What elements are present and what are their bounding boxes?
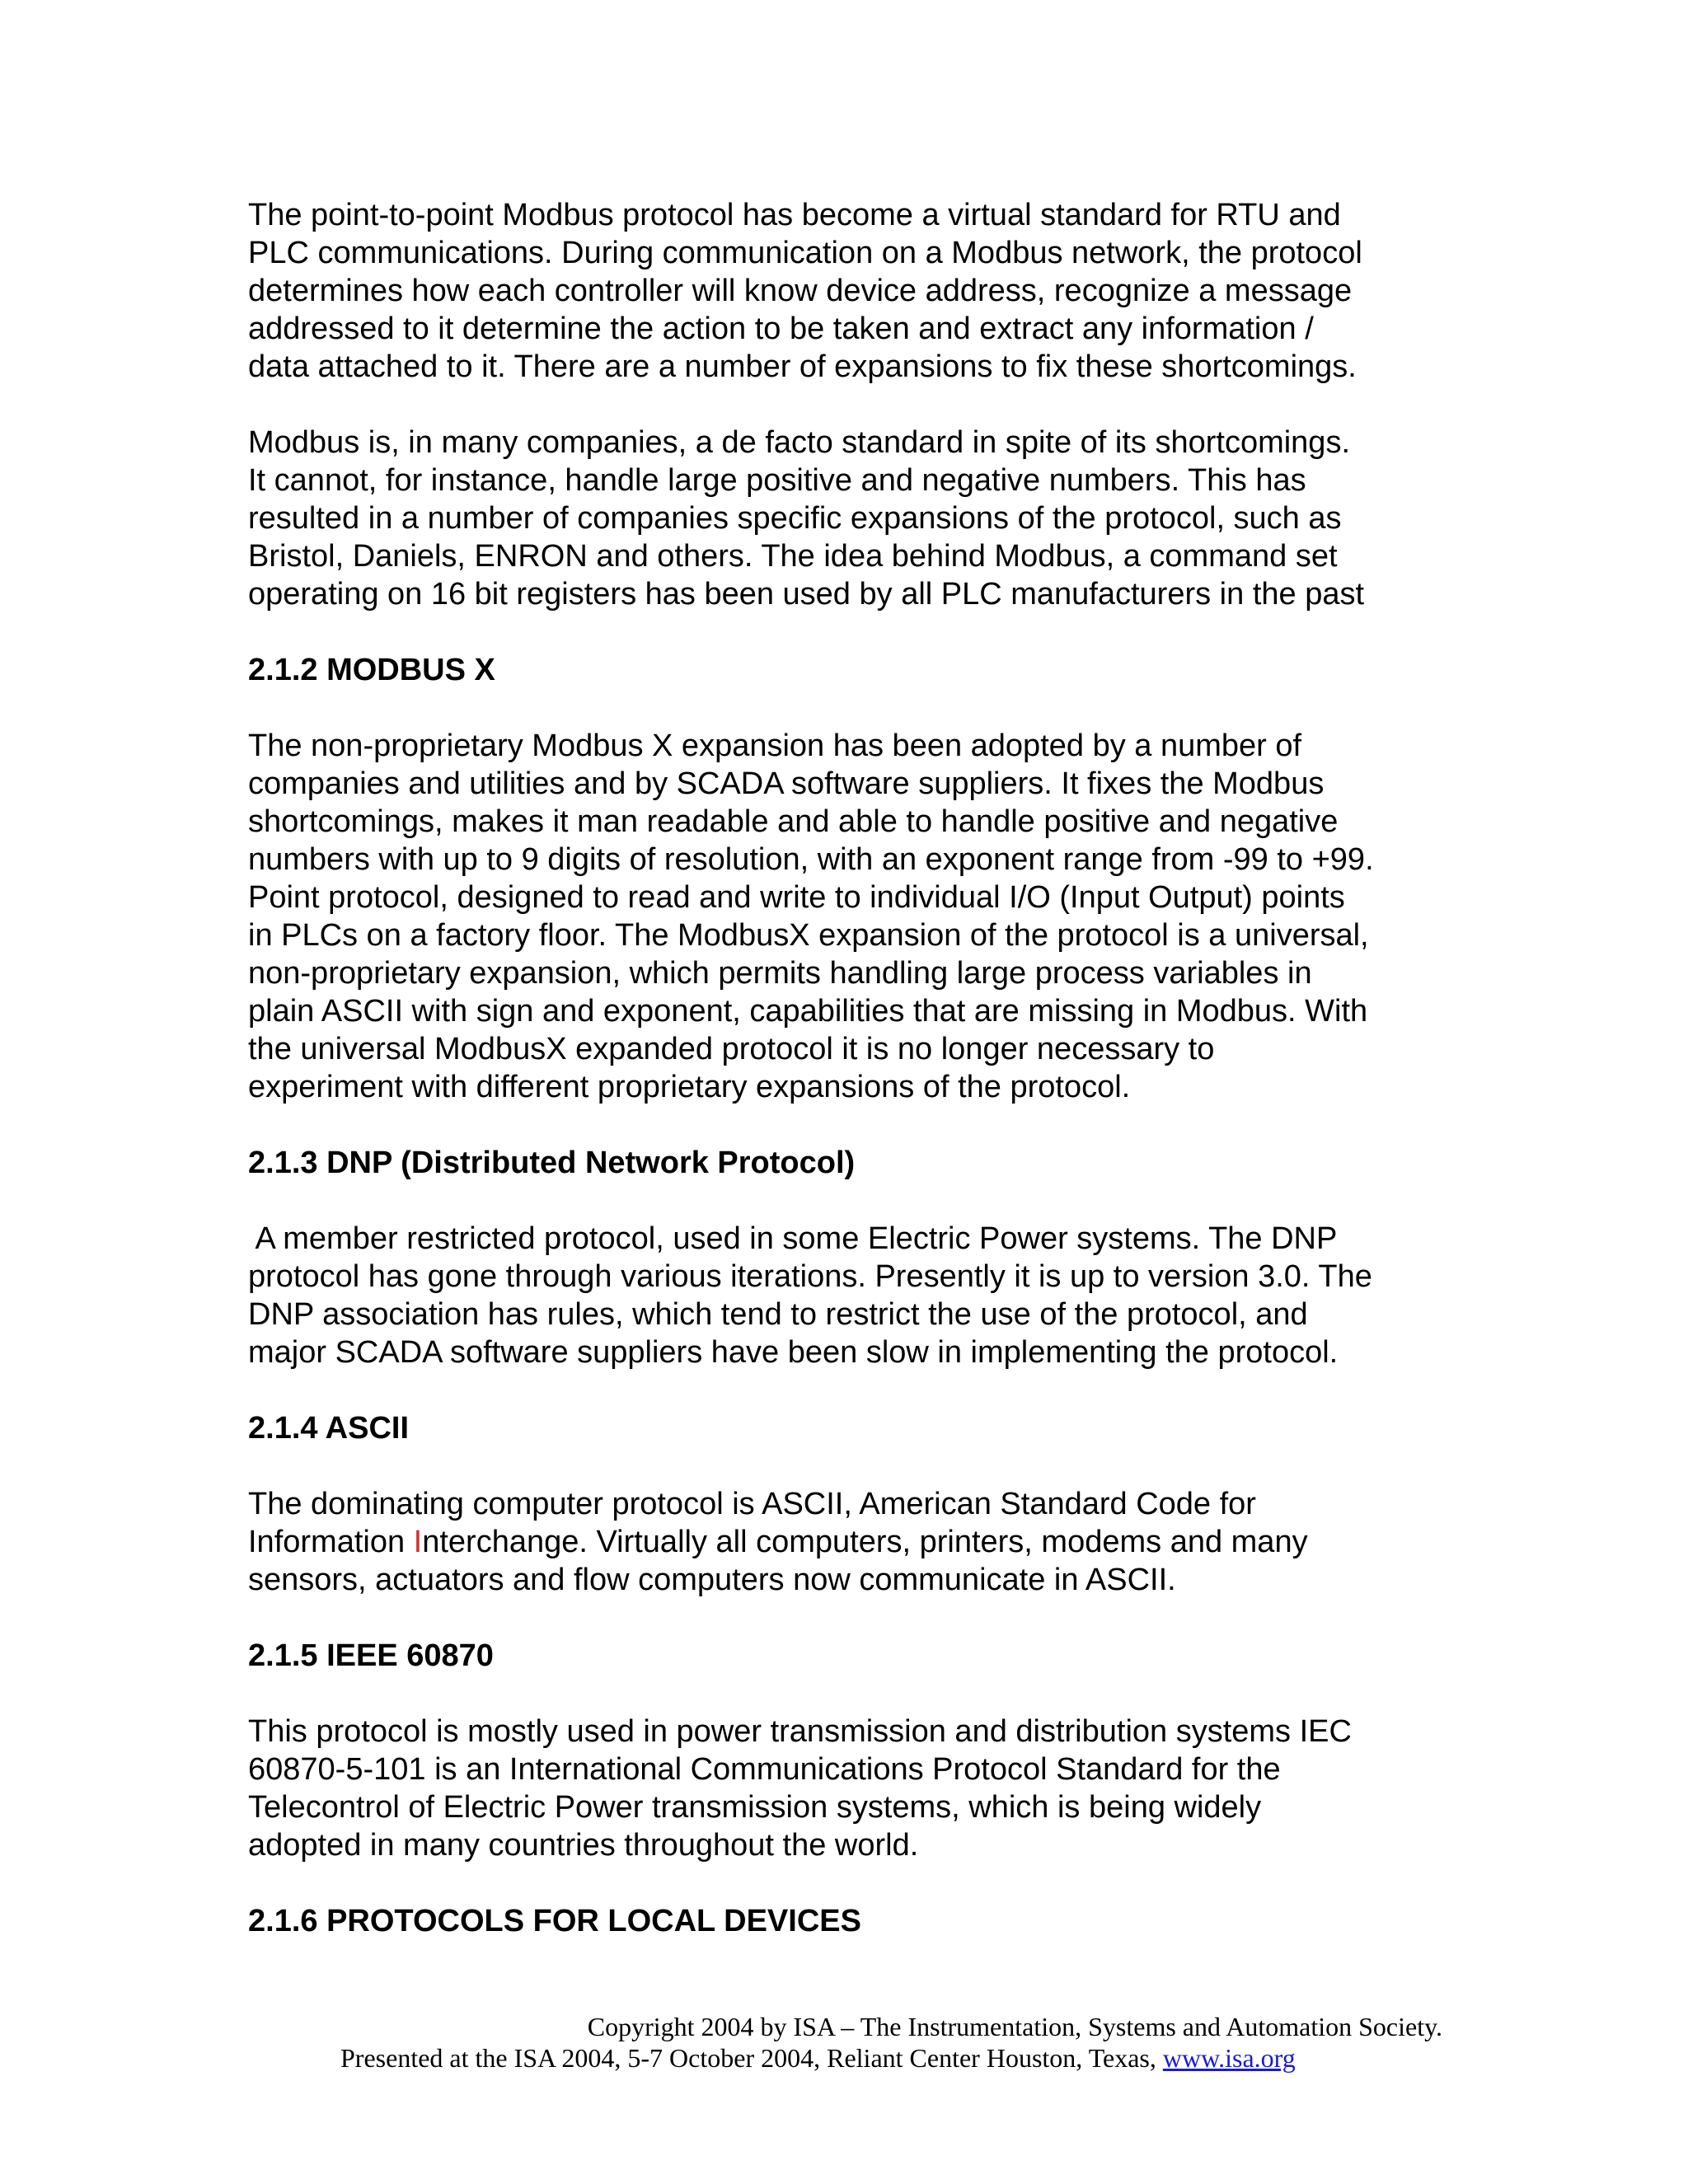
isa-website-link[interactable]: www.isa.org xyxy=(1162,2043,1296,2073)
text-line: resulted in a number of companies specific expansions of the protocol, such as xyxy=(248,501,1342,536)
text-line: data attached to it. There are a number of expansions to fix these shortcomings. xyxy=(248,349,1357,384)
text-line: in PLCs on a factory floor. The ModbusX expansion of the protocol is a universal, xyxy=(248,918,1369,953)
text-line: companies and utilities and by SCADA software suppliers. It fixes the Modbus xyxy=(248,766,1325,801)
text-line: Modbus is, in many companies, a de facto standard in spite of its shortcomings. xyxy=(248,425,1350,460)
text-line: A member restricted protocol, used in some Electric Power systems. The DNP xyxy=(248,1221,1338,1256)
section-heading-dnp: 2.1.3 DNP (Distributed Network Protocol) xyxy=(248,1146,856,1180)
text-line: This protocol is mostly used in power transmission and distribution systems IEC xyxy=(248,1714,1352,1749)
text-line xyxy=(248,1523,1451,1561)
text-line: PLC communications. During communication on a Modbus network, the protocol xyxy=(248,236,1362,270)
text-line: The non-proprietary Modbus X expansion has been adopted by a number of xyxy=(248,729,1302,763)
text-line: shortcomings, makes it man readable and able to handle positive and negative xyxy=(248,804,1339,839)
text-line: protocol has gone through various iterations. Presently it is up to version 3.0. The xyxy=(248,1259,1372,1294)
paragraph-dnp xyxy=(248,1220,1451,1371)
text-line: numbers with up to 9 digits of resolution, with an exponent range from -99 to +99. xyxy=(248,842,1374,877)
text-line: the universal ModbusX expanded protocol it is no longer necessary to xyxy=(248,1032,1215,1066)
text-line: operating on 16 bit registers has been used by all PLC manufacturers in the past xyxy=(248,577,1365,612)
text-line: experiment with different proprietary expansions of the protocol. xyxy=(248,1070,1131,1104)
text-line: non-proprietary expansion, which permits handling large process variables in xyxy=(248,956,1312,991)
document-body xyxy=(248,196,1451,1978)
presentation-notice xyxy=(247,2042,1442,2074)
text-line: The dominating computer protocol is ASCII, American Standard Code for xyxy=(248,1487,1256,1521)
page-footer xyxy=(247,2011,1442,2074)
text-line: addressed to it determine the action to be taken and extract any information / xyxy=(248,312,1314,346)
text-line: Point protocol, designed to read and write to individual I/O (Input Output) points xyxy=(248,880,1345,915)
paragraph-modbus-shortcomings xyxy=(248,424,1451,613)
text-line: major SCADA software suppliers have been slow in implementing the protocol. xyxy=(248,1335,1339,1370)
paragraph-modbus-intro xyxy=(248,196,1451,386)
text-line: DNP association has rules, which tend to restrict the use of the protocol, and xyxy=(248,1297,1308,1332)
section-heading-ascii: 2.1.4 ASCII xyxy=(248,1411,410,1446)
section-heading-ieee: 2.1.5 IEEE 60870 xyxy=(248,1638,494,1673)
text-line: plain ASCII with sign and exponent, capabilities that are missing in Modbus. With xyxy=(248,994,1368,1029)
text-segment: Information xyxy=(248,1525,414,1559)
text-line: The point-to-point Modbus protocol has become a virtual standard for RTU and xyxy=(248,198,1341,232)
highlighted-letter: I xyxy=(413,1525,423,1559)
text-segment: nterchange. Virtually all computers, printers, modems and many xyxy=(422,1525,1308,1559)
section-heading-local-devices: 2.1.6 PROTOCOLS FOR LOCAL DEVICES xyxy=(248,1904,861,1938)
section-heading-modbus-x: 2.1.2 MODBUS X xyxy=(248,653,495,687)
text-line: It cannot, for instance, handle large positive and negative numbers. This has xyxy=(248,463,1306,498)
copyright-notice: Copyright 2004 by ISA – The Instrumentation, Systems and Automation Society. xyxy=(587,2012,1442,2041)
text-line: Telecontrol of Electric Power transmission systems, which is being widely xyxy=(248,1790,1262,1825)
paragraph-modbus-x xyxy=(248,727,1451,1106)
presentation-text: Presented at the ISA 2004, 5-7 October 2004, Reliant Center Houston, Texas, xyxy=(340,2043,1163,2073)
text-line: 60870-5-101 is an International Communications Protocol Standard for the xyxy=(248,1752,1281,1787)
paragraph-ascii xyxy=(248,1485,1451,1599)
text-line: determines how each controller will know device address, recognize a message xyxy=(248,274,1353,308)
text-line: Bristol, Daniels, ENRON and others. The idea behind Modbus, a command set xyxy=(248,539,1338,574)
text-line: sensors, actuators and flow computers now communicate in ASCII. xyxy=(248,1563,1176,1597)
paragraph-ieee xyxy=(248,1713,1451,1864)
text-line: adopted in many countries throughout the world. xyxy=(248,1828,919,1863)
